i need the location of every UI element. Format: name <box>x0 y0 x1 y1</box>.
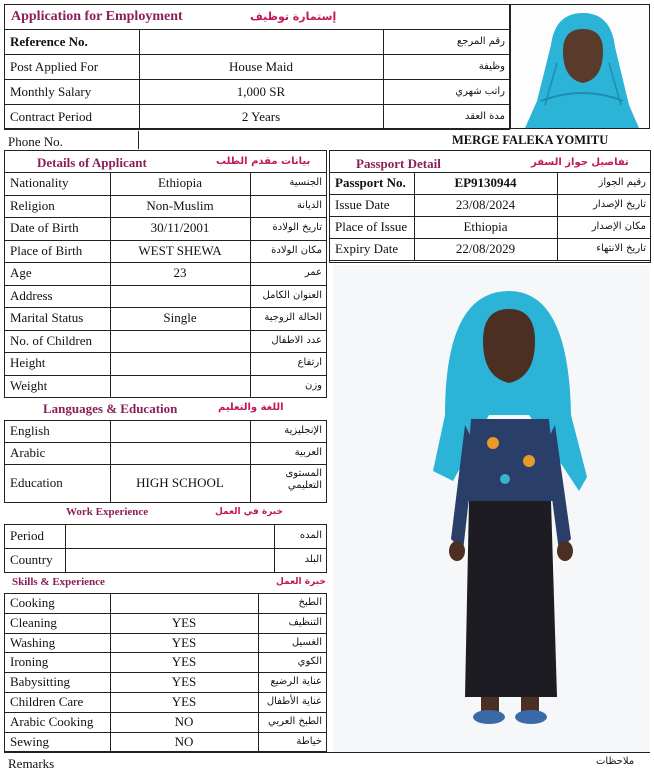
cell-divider <box>250 195 251 219</box>
passport-arabic-label: رقيم الجواز <box>598 177 646 188</box>
cell-divider <box>557 194 558 217</box>
header-value: 2 Years <box>241 109 281 124</box>
passport-value: 23/08/2024 <box>455 197 516 212</box>
applicant-arabic-label: الحالة الزوجية <box>264 312 322 323</box>
cell-divider <box>250 217 251 241</box>
applicant-label: Height <box>10 355 46 370</box>
header-arabic-label: رقم المرجع <box>456 36 505 47</box>
page-title: Application for Employment <box>11 9 183 24</box>
languages-label: Arabic <box>10 445 46 460</box>
skills-value: YES <box>171 694 197 709</box>
applicant-value: Ethiopia <box>157 175 203 190</box>
cell-divider <box>250 420 251 443</box>
cell-divider <box>557 216 558 239</box>
skills-arabic-label: الكوي <box>297 656 322 668</box>
applicant-value: WEST SHEWA <box>138 242 222 258</box>
applicant-label: Religion <box>10 197 55 213</box>
skills-value: YES <box>171 674 197 690</box>
cell-divider <box>110 442 111 465</box>
skills-label: Babysitting <box>10 674 70 690</box>
skills-value: YES <box>171 654 197 670</box>
remarks-label-arabic: ملاحظات <box>596 756 635 767</box>
skills-value: NO <box>174 733 194 749</box>
header-label: Monthly Salary <box>10 84 92 99</box>
languages-section-title: Languages & Education <box>43 401 178 416</box>
applicant-label: Age <box>10 265 32 280</box>
skills-label: Sewing <box>10 733 49 749</box>
applicant-value: Single <box>163 310 197 325</box>
work-section-title: Work Experience <box>66 506 149 518</box>
applicant-value: Non-Muslim <box>146 197 214 213</box>
applicant-label: No. of Children <box>10 332 92 348</box>
languages-arabic-label: العربية <box>294 447 322 458</box>
skills-label: Washing <box>10 634 56 650</box>
cell-divider <box>258 652 259 673</box>
cell-divider <box>557 172 558 195</box>
remarks-row <box>4 752 650 772</box>
cell-divider <box>110 285 111 309</box>
cell-divider <box>258 633 259 654</box>
cell-divider <box>383 104 384 130</box>
cell-divider <box>110 375 111 399</box>
passport-value: 22/08/2029 <box>455 241 516 256</box>
cell-divider <box>274 548 275 573</box>
cell-divider <box>250 442 251 465</box>
cell-divider <box>250 352 251 376</box>
skills-arabic-label: خياطة <box>296 735 322 747</box>
cell-divider <box>258 613 259 634</box>
header-value: House Maid <box>229 59 293 74</box>
page-title-arabic: إستمارة توظيف <box>250 10 337 23</box>
cell-divider <box>250 330 251 354</box>
work-arabic-label: المده <box>299 530 322 541</box>
cell-divider <box>139 29 140 55</box>
cell-divider <box>250 375 251 399</box>
cell-divider <box>557 238 558 261</box>
applicant-label: Nationality <box>10 175 69 190</box>
applicant-arabic-label: تاريخ الولادة <box>272 222 322 233</box>
cell-divider <box>383 79 384 105</box>
cell-divider <box>110 352 111 376</box>
header-label: Contract Period <box>10 109 92 124</box>
skills-arabic-label: الطبخ <box>298 597 322 608</box>
cell-divider <box>258 732 259 753</box>
portrait-photo <box>511 5 649 128</box>
passport-arabic-label: تاريخ الإصدار <box>593 199 646 210</box>
skills-label: Ironing <box>10 654 49 670</box>
cell-divider <box>65 524 66 549</box>
skills-label: Cleaning <box>10 614 57 630</box>
header-label: Reference No. <box>10 34 88 49</box>
cell-divider <box>383 29 384 55</box>
passport-arabic-label: تاريخ الانتهاء <box>596 243 646 254</box>
skills-section-title: Skills & Experience <box>12 576 105 588</box>
skills-label: Arabic Cooking <box>10 713 94 729</box>
passport-section-title-arabic: تفاصيل جواز السفر <box>531 157 629 168</box>
work-arabic-label: البلد <box>304 554 322 565</box>
full-body-photo <box>333 265 650 752</box>
cell-divider <box>250 285 251 309</box>
passport-section-title: Passport Detail <box>356 156 441 171</box>
header-arabic-label: وظيفة <box>478 61 505 72</box>
header-label: Post Applied For <box>10 59 99 74</box>
languages-label: English <box>10 423 50 438</box>
passport-arabic-label: مكان الإصدار <box>591 221 646 232</box>
languages-arabic-label: الإنجليزية <box>284 425 322 436</box>
skills-label: Cooking <box>10 595 55 610</box>
header-arabic-label: راتب شهري <box>455 86 505 97</box>
cell-divider <box>110 420 111 443</box>
cell-divider <box>258 692 259 713</box>
passport-label: Passport No. <box>335 175 406 190</box>
applicant-label: Place of Birth <box>10 242 83 258</box>
applicant-name: MERGE FALEKA YOMITU <box>452 133 609 147</box>
applicant-label: Weight <box>10 377 48 393</box>
cell-divider <box>250 240 251 264</box>
skills-value: YES <box>171 614 197 630</box>
languages-label: Education <box>10 475 63 490</box>
cell-divider <box>250 172 251 196</box>
remarks-label: Remarks <box>8 756 55 771</box>
cell-divider <box>258 593 259 614</box>
skills-arabic-label: عناية الرضيع <box>270 676 322 688</box>
applicant-arabic-label: وزن <box>304 379 322 391</box>
cell-divider <box>110 330 111 354</box>
work-label: Period <box>10 528 44 543</box>
passport-value: Ethiopia <box>463 219 508 234</box>
skills-arabic-label: الطبخ العربي <box>268 715 322 727</box>
cell-divider <box>383 54 384 80</box>
skills-arabic-label: عناية الأطفال <box>266 696 322 707</box>
applicant-section-title: Details of Applicant <box>37 155 147 170</box>
cell-divider <box>258 712 259 733</box>
cell-divider <box>250 262 251 286</box>
applicant-arabic-label: عمر <box>304 267 322 278</box>
header-arabic-label: مدة العقد <box>465 111 505 122</box>
languages-section-title-arabic: اللغة والتعليم <box>218 402 284 413</box>
work-label: Country <box>10 552 53 567</box>
applicant-value: 30/11/2001 <box>150 220 210 235</box>
skills-section-title-arabic: خبرة العمل <box>276 577 326 587</box>
applicant-label: Date of Birth <box>10 220 79 235</box>
cell-divider <box>274 524 275 549</box>
header-value: 1,000 SR <box>236 84 286 99</box>
applicant-arabic-label: مكان الولادة <box>271 244 322 256</box>
passport-label: Expiry Date <box>335 241 399 256</box>
work-section-title-arabic: خبرة في العمل <box>215 507 283 517</box>
skills-arabic-label: التنظيف <box>288 616 322 628</box>
passport-label: Issue Date <box>335 197 390 212</box>
applicant-arabic-label: ارتفاع <box>297 357 322 368</box>
cell-divider <box>250 307 251 331</box>
skills-value: NO <box>174 713 194 729</box>
cell-divider <box>250 464 251 503</box>
skills-value: YES <box>171 634 197 650</box>
applicant-label: Marital Status <box>10 310 84 325</box>
skills-arabic-label: الغسيل <box>291 636 322 648</box>
cell-divider <box>65 548 66 573</box>
applicant-value: 23 <box>173 265 187 280</box>
applicant-arabic-label: الديانة <box>296 199 322 211</box>
portrait-photo-frame <box>510 4 650 129</box>
phone-label: Phone No. <box>8 134 63 149</box>
applicant-arabic-label: عدد الاطفال <box>271 334 322 346</box>
applicant-arabic-label: الجنسية <box>289 177 322 188</box>
skills-label: Children Care <box>10 694 84 709</box>
languages-arabic-label: المستوى التعليمي <box>285 468 322 491</box>
passport-label: Place of Issue <box>335 219 408 234</box>
cell-divider <box>258 672 259 693</box>
applicant-arabic-label: العنوان الكامل <box>262 289 322 301</box>
passport-value: EP9130944 <box>454 175 517 190</box>
cell-divider <box>110 593 111 614</box>
applicant-section-title-arabic: بيانات مقدم الطلب <box>216 156 311 167</box>
languages-value: HIGH SCHOOL <box>136 475 224 490</box>
applicant-label: Address <box>10 287 53 303</box>
full-body-photo-frame <box>333 265 650 752</box>
